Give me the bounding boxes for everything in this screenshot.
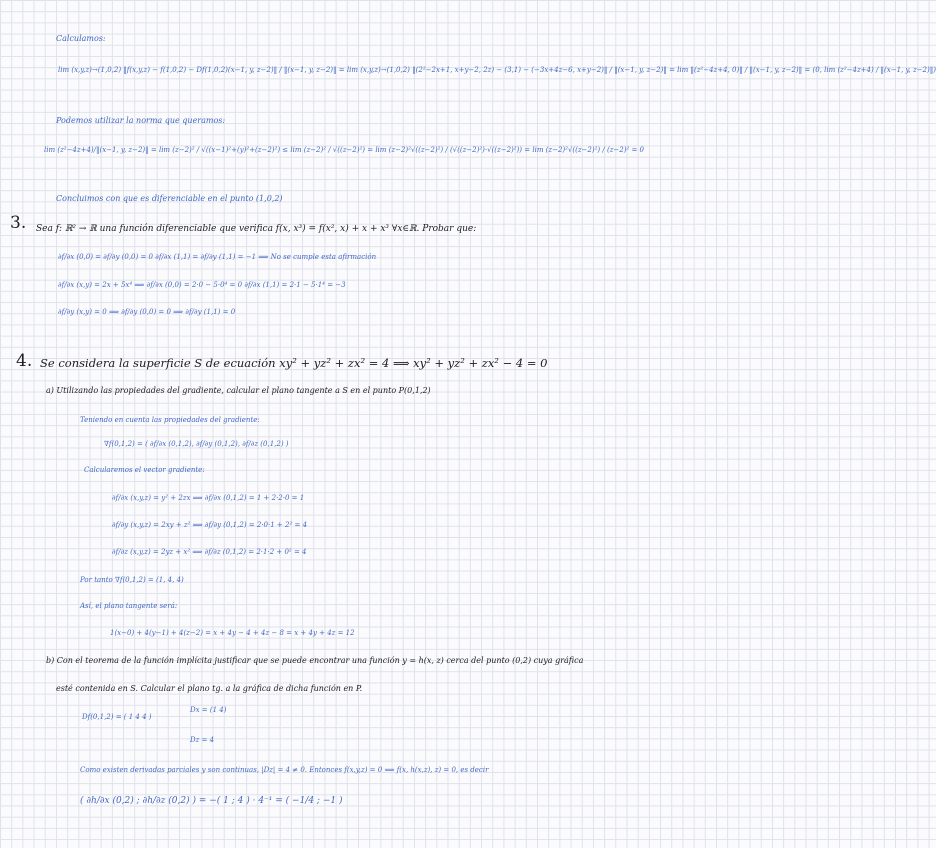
implicit-derivative-result: ( ∂h/∂x (0,2) ; ∂h/∂z (0,2) ) = −( 1 ; 4 ) · 4⁻¹ = ( −1/4 ; −1 ): [80, 796, 343, 806]
norm-note: Podemos utilizar la norma que queramos:: [56, 116, 226, 125]
heading-calculamos: Calculamos:: [56, 34, 106, 43]
df-dz-line: ∂f/∂z (x,y,z) = 2yz + x² ⟹ ∂f/∂z (0,1,2) = 2·1·2 + 0² = 4: [112, 548, 307, 556]
exercise-4-statement: Se considera la superficie S de ecuación xy² + yz² + zx² = 4 ⟹ xy² + yz² + zx² − 4 = 0: [40, 356, 548, 370]
limit-calculation-line: lim (x,y,z)→(1,0,2) ‖f(x,y,z) − f(1,0,2) − Df(1,0,2)(x−1, y, z−2)‖ / ‖(x−1, y, z−2)‖ = lim (x,y,z)→(1,0,2) ‖(2²−2x+1, x+y−2, 2z) − (3,1) − (−3x+4z−6, x+y−2)‖ / ‖(x−1, y, z−2)‖ = lim ‖(z²−4z+4, 0)‖ / ‖(x−1, y, z−2)‖ = (0, lim (z²−4z+4) / ‖(x−1, y, z−2)‖): [58, 66, 936, 74]
jacobian-line: Df(0,1,2) = ( 1 4 4 ): [82, 713, 152, 721]
exercise-4-number: 4.: [16, 351, 33, 371]
tangent-plane-equation: 1(x−0) + 4(y−1) + 4(z−2) = x + 4y − 4 + 4z − 8 = x + 4y + 4z = 12: [110, 629, 355, 637]
exercise-3-statement: Sea f: ℝ² → ℝ una función diferenciable que verifica f(x, x³) = f(x², x) + x + x³ ∀x∈ℝ. Probar que:: [36, 224, 477, 234]
gradient-calc-heading: Calcularemos el vector gradiente:: [84, 466, 205, 474]
partial-y-line: ∂f/∂y (x,y) = 0 ⟹ ∂f/∂y (0,0) = 0 ⟹ ∂f/∂y (1,1) = 0: [58, 308, 236, 316]
claim-line: ∂f/∂x (0,0) = ∂f/∂y (0,0) = 0 ∂f/∂x (1,1) = ∂f/∂y (1,1) = −1 ⟹ No se cumple esta afirmación: [58, 253, 377, 261]
gradient-result: Por tanto ∇f(0,1,2) = (1, 4, 4): [80, 576, 184, 584]
conclusion-line: Concluimos con que es diferenciable en el punto (1,0,2): [56, 194, 283, 203]
partial-x-line: ∂f/∂x (x,y) = 2x + 5x⁴ ⟹ ∂f/∂x (0,0) = 2·0 − 5·0⁴ = 0 ∂f/∂x (1,1) = 2·1 − 5·1⁴ = −3: [58, 281, 346, 289]
df-dx-line: ∂f/∂x (x,y,z) = y² + 2zx ⟹ ∂f/∂x (0,1,2) = 1 + 2·2·0 = 1: [112, 494, 305, 502]
gradient-note: Teniendo en cuenta las propiedades del gradiente:: [80, 416, 260, 424]
tangent-plane-note: Así, el plano tangente será:: [80, 602, 178, 610]
exercise-3-number: 3.: [10, 213, 27, 233]
dx-block: Dx = (1 4): [190, 706, 227, 714]
part-b-statement-2: esté contenida en S. Calcular el plano tg. a la gráfica de dicha función en P.: [56, 684, 363, 693]
gradient-definition: ∇f(0,1,2) = ( ∂f/∂x (0,1,2), ∂f/∂y (0,1,2), ∂f/∂z (0,1,2) ): [104, 440, 289, 448]
dz-block: Dz = 4: [190, 736, 215, 744]
norm-limit-line: lim (z²−4z+4)/‖(x−1, y, z−2)‖ = lim (z−2)² / √((x−1)²+(y)²+(z−2)²) ≤ lim (z−2)² / √((z−2)²) = lim (z−2)²√((z−2)²) / (√((z−2)²)·√((z−2)²)) = lim (z−2)²√((z−2)²) / (z−2)² = 0: [44, 146, 645, 154]
part-b-statement-1: b) Con el teorema de la función implícita justificar que se puede encontrar una función y = h(x, z) cerca del punto (0,2) cuya gráfica: [46, 656, 584, 665]
implicit-function-note: Como existen derivadas parciales y son continuas, |Dz| = 4 ≠ 0. Entonces f(x,y,z) = 0 ⟺ f(x, h(x,z), z) = 0, es decir: [80, 766, 489, 774]
part-a-statement: a) Utilizando las propiedades del gradiente, calcular el plano tangente a S en el punto P(0,1,2): [46, 386, 431, 395]
df-dy-line: ∂f/∂y (x,y,z) = 2xy + z² ⟹ ∂f/∂y (0,1,2) = 2·0·1 + 2² = 4: [112, 521, 308, 529]
